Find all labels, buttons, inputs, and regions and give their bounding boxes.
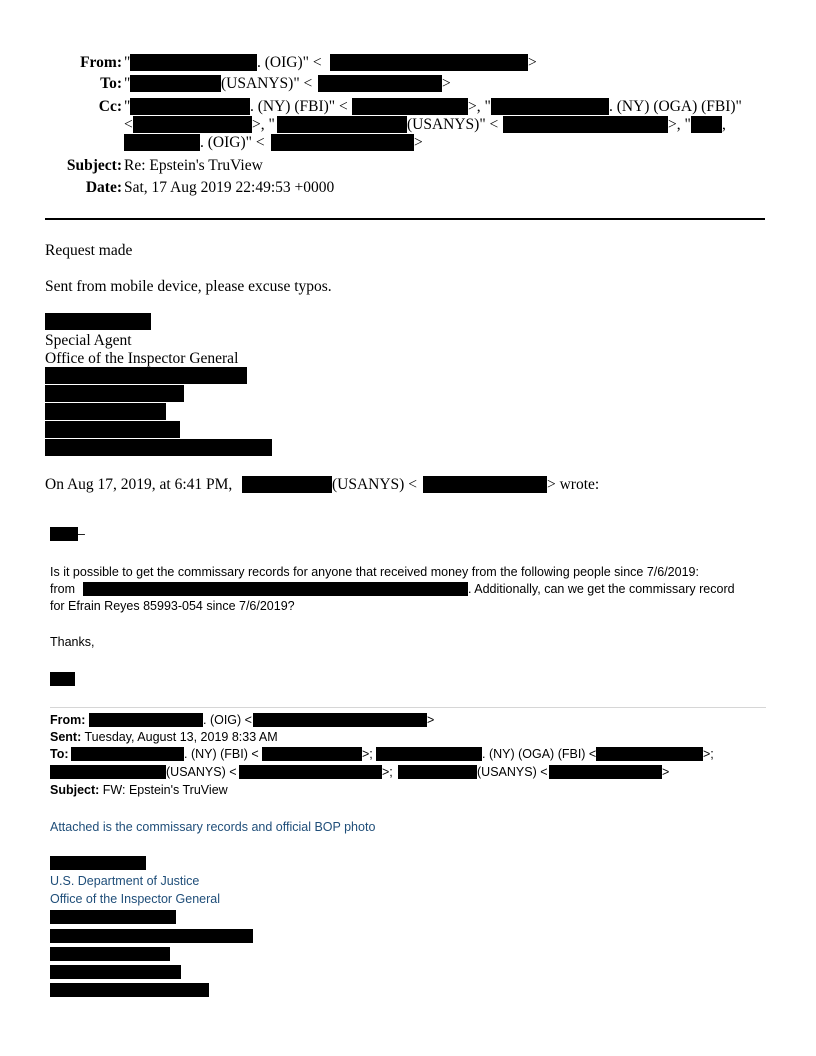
fwd-to-text-end: > [662, 765, 670, 779]
fwd-to-text: >; [382, 765, 393, 779]
redaction [45, 403, 166, 420]
redaction [50, 672, 75, 686]
redaction [50, 965, 181, 979]
redaction [45, 313, 151, 330]
fwd-subject-value: FW: Epstein's TruView [99, 783, 228, 797]
fwd-subject-label: Subject: [50, 783, 100, 797]
from-quote: " [124, 54, 131, 71]
redaction [262, 747, 362, 761]
redaction [50, 983, 209, 997]
redaction [50, 765, 166, 779]
redaction [352, 98, 468, 115]
to-text-end: > [442, 75, 451, 92]
redaction [503, 116, 668, 133]
cc-quote: " [124, 98, 131, 115]
redaction [50, 929, 253, 943]
redaction [130, 98, 250, 115]
redaction [242, 476, 332, 493]
fwd-from-text: . (OIG) < [203, 713, 252, 727]
quoted-body-line: for Efrain Reyes 85993-054 since 7/6/2019? [50, 599, 295, 613]
redaction [45, 439, 272, 456]
quoted-body-line: Is it possible to get the commissary records for anyone that received money from the following people since 7/6/2019: [50, 565, 699, 579]
redaction [491, 98, 609, 115]
quoted-body-from: from [50, 582, 75, 596]
cc-text: (USANYS)" < [407, 116, 499, 133]
redaction [277, 116, 407, 133]
redaction [318, 75, 442, 92]
cc-text: >, " [468, 98, 491, 115]
cc-text: >, " [252, 116, 275, 133]
cc-label: Cc: [98, 98, 122, 115]
redaction [50, 856, 146, 870]
fwd-sent-label: Sent: [50, 730, 82, 744]
redaction [239, 765, 382, 779]
redaction [130, 75, 221, 92]
redaction [376, 747, 482, 761]
greeting-dash: – [78, 527, 85, 541]
reply-line: Sent from mobile device, please excuse typos. [45, 278, 332, 295]
redaction [124, 134, 200, 151]
from-text-end: > [528, 54, 537, 71]
from-text: . (OIG)" < [257, 54, 322, 71]
redaction [253, 713, 427, 727]
redaction [45, 367, 247, 384]
quote-intro-prefix: On Aug 17, 2019, at 6:41 PM, [45, 476, 233, 493]
fwd-to-text: (USANYS) < [166, 765, 237, 779]
fwd-to-text: >; [362, 747, 373, 761]
cc-text: . (NY) (OGA) (FBI)" [609, 98, 742, 115]
date-label: Date: [85, 179, 122, 196]
redaction [423, 476, 547, 493]
cc-text-end: > [414, 134, 423, 151]
fwd-from-text-end: > [427, 713, 435, 727]
forward-divider [50, 707, 766, 708]
quoted-body-line: . Additionally, can we get the commissary record [468, 582, 735, 596]
header-divider [45, 218, 765, 220]
redaction [50, 947, 170, 961]
signature-title: Special Agent [45, 332, 132, 349]
fwd-to-text: (USANYS) < [477, 765, 548, 779]
reply-line: Request made [45, 242, 133, 259]
fwd-sig-dept: U.S. Department of Justice [50, 874, 200, 888]
cc-text: . (OIG)" < [200, 134, 265, 151]
redaction [130, 54, 257, 71]
quoted-thanks: Thanks, [50, 635, 95, 649]
to-label: To: [100, 75, 122, 92]
redaction [45, 421, 180, 438]
quote-intro-suffix: > wrote: [547, 476, 600, 493]
fwd-to-text: . (NY) (FBI) < [184, 747, 259, 761]
redaction [133, 116, 252, 133]
cc-text: < [124, 116, 133, 133]
fwd-sent-value: Tuesday, August 13, 2019 8:33 AM [81, 730, 278, 744]
redaction [83, 582, 468, 596]
redaction [89, 713, 203, 727]
to-text: (USANYS)" < [221, 75, 313, 92]
redaction [50, 527, 78, 541]
fwd-body: Attached is the commissary records and official BOP photo [50, 820, 376, 834]
redaction [71, 747, 184, 761]
fwd-subject [50, 782, 228, 798]
subject-value: Re: Epstein's TruView [124, 157, 263, 174]
to-quote: " [124, 75, 131, 92]
from-label: From: [80, 54, 122, 71]
fwd-sent [50, 729, 278, 745]
redaction [45, 385, 184, 402]
cc-text: . (NY) (FBI)" < [250, 98, 348, 115]
quote-intro-middle: (USANYS) < [332, 476, 417, 493]
redaction [398, 765, 477, 779]
redaction [691, 116, 722, 133]
signature-office: Office of the Inspector General [45, 350, 239, 367]
fwd-to-label: To: [50, 747, 69, 761]
redaction [271, 134, 414, 151]
date-value: Sat, 17 Aug 2019 22:49:53 +0000 [124, 179, 335, 196]
fwd-to-text: . (NY) (OGA) (FBI) < [482, 747, 597, 761]
cc-text: >, " [668, 116, 691, 133]
subject-label: Subject: [66, 157, 122, 174]
redaction [549, 765, 662, 779]
redaction [596, 747, 703, 761]
fwd-to-text: >; [703, 747, 714, 761]
fwd-sig-office: Office of the Inspector General [50, 892, 221, 906]
redaction [50, 910, 176, 924]
cc-text: , [722, 116, 726, 133]
fwd-from-label: From: [50, 713, 86, 727]
redaction [330, 54, 528, 71]
